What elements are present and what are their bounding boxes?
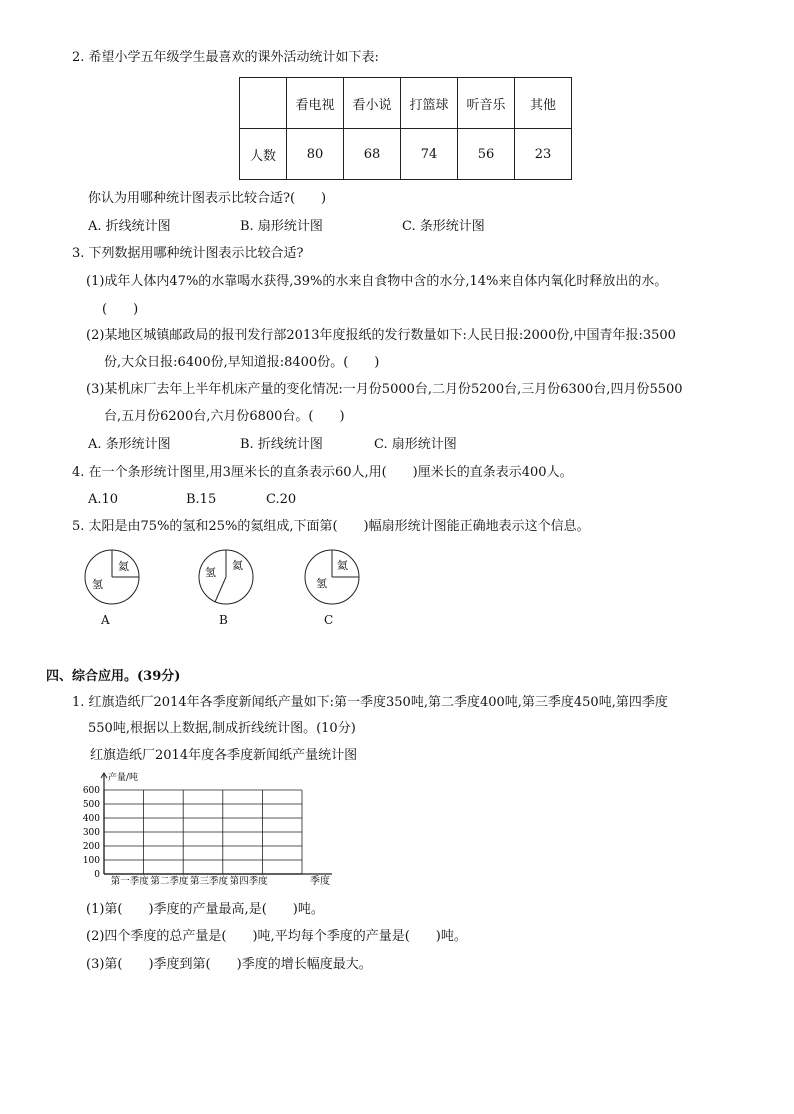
pie-slice-large-label: 氦 [232, 559, 243, 572]
pie-slice-small-label: 氢 [205, 566, 216, 579]
pie-slice-small-label: 氦 [337, 559, 348, 572]
table-cell: 人数 [240, 129, 287, 180]
chart-xlabel: 季度 [310, 876, 330, 887]
chart-ylabel: 产量/吨 [108, 773, 139, 783]
chart-title: 红旗造纸厂2014年度各季度新闻纸产量统计图 [90, 748, 358, 763]
table-row [240, 129, 572, 180]
y-tick-label: 100 [82, 856, 100, 866]
table-cell: 68 [344, 129, 401, 180]
q3-option-a: A. 条形统计图 [88, 437, 171, 452]
pie-slice-large-label: 氢 [92, 578, 103, 591]
pie-slice-large-label: 氢 [316, 577, 327, 590]
pie-letter-a: A [101, 613, 110, 627]
q3-option-b: B. 折线统计图 [240, 437, 323, 452]
section4-sub3: (3)第( )季度到第( )季度的增长幅度最大。 [86, 957, 372, 972]
x-tick-label: 第三季度 [189, 876, 229, 887]
section4-title: 四、综合应用。(39分) [46, 669, 181, 684]
table-cell: 看电视 [287, 78, 344, 129]
q2-option-a: A. 折线统计图 [88, 219, 171, 234]
table-cell: 打篮球 [401, 78, 458, 129]
activity-table [239, 77, 572, 180]
production-line-chart [70, 770, 360, 892]
q3-item3-line1: (3)某机床厂去年上半年机床产量的变化情况:一月份5000台,二月份5200台,三月份6300台,四月份5500 [86, 382, 683, 397]
q3-item3-line2: 台,五月份6200台,六月份6800台。( ) [104, 409, 345, 424]
table-cell [240, 78, 287, 129]
pie-chart-a [82, 547, 142, 607]
pie-slice-small-label: 氦 [118, 560, 129, 573]
q3-item1: (1)成年人体内47%的水靠喝水获得,39%的水来自食物中含的水分,14%来自体内氧化时释放出的水。 [86, 274, 668, 289]
q2-option-b: B. 扇形统计图 [240, 219, 323, 234]
table-cell: 看小说 [344, 78, 401, 129]
table-cell: 其他 [515, 78, 572, 129]
table-cell: 听音乐 [458, 78, 515, 129]
table-cell: 74 [401, 129, 458, 180]
pie-chart-b [196, 547, 256, 607]
x-tick-label: 第一季度 [110, 876, 149, 887]
y-tick-label: 600 [82, 786, 100, 796]
q4-option-c: C.20 [266, 492, 297, 507]
x-tick-label: 第四季度 [229, 876, 268, 887]
q3-item2-line1: (2)某地区城镇邮政局的报刊发行部2013年度报纸的发行数量如下:人民日报:2000份,中国青年报:3500 [86, 328, 676, 343]
section4-sub1: (1)第( )季度的产量最高,是( )吨。 [86, 902, 324, 917]
table-cell: 80 [287, 129, 344, 180]
section4-q1-line1: 1. 红旗造纸厂2014年各季度新闻纸产量如下:第一季度350吨,第二季度400吨,第三季度450吨,第四季度 [72, 695, 668, 710]
pie-letter-c: C [324, 613, 334, 627]
pie-letter-b: B [219, 613, 228, 627]
pie-chart-c [302, 547, 362, 607]
q2-title: 2. 希望小学五年级学生最喜欢的课外活动统计如下表: [72, 50, 379, 65]
q3-title: 3. 下列数据用哪种统计图表示比较合适? [72, 246, 304, 261]
table-cell: 56 [458, 129, 515, 180]
table-header-row [240, 78, 572, 129]
q4-option-b: B.15 [186, 492, 217, 507]
q3-item1-blank: ( ) [102, 302, 139, 317]
table-cell: 23 [515, 129, 572, 180]
pie-divider [215, 577, 226, 602]
y-tick-label: 0 [94, 870, 100, 880]
x-tick-label: 第二季度 [150, 876, 189, 887]
q3-option-c: C. 扇形统计图 [374, 437, 457, 452]
y-tick-label: 300 [82, 828, 100, 838]
q2-option-c: C. 条形统计图 [402, 219, 485, 234]
q5-title: 5. 太阳是由75%的氢和25%的氦组成,下面第( )幅扇形统计图能正确地表示这个信息。 [72, 519, 590, 534]
y-tick-label: 400 [82, 814, 100, 824]
section4-q1-line2: 550吨,根据以上数据,制成折线统计图。(10分) [88, 721, 356, 736]
section4-sub2: (2)四个季度的总产量是( )吨,平均每个季度的产量是( )吨。 [86, 929, 467, 944]
q2-question: 你认为用哪种统计图表示比较合适?( ) [88, 191, 327, 206]
q3-item2-line2: 份,大众日报:6400份,早知道报:8400份。( ) [104, 355, 380, 370]
q4-title: 4. 在一个条形统计图里,用3厘米长的直条表示60人,用( )厘米长的直条表示400人。 [72, 465, 573, 480]
y-tick-label: 500 [82, 800, 100, 810]
y-tick-label: 200 [82, 842, 100, 852]
q4-option-a: A.10 [88, 492, 119, 507]
